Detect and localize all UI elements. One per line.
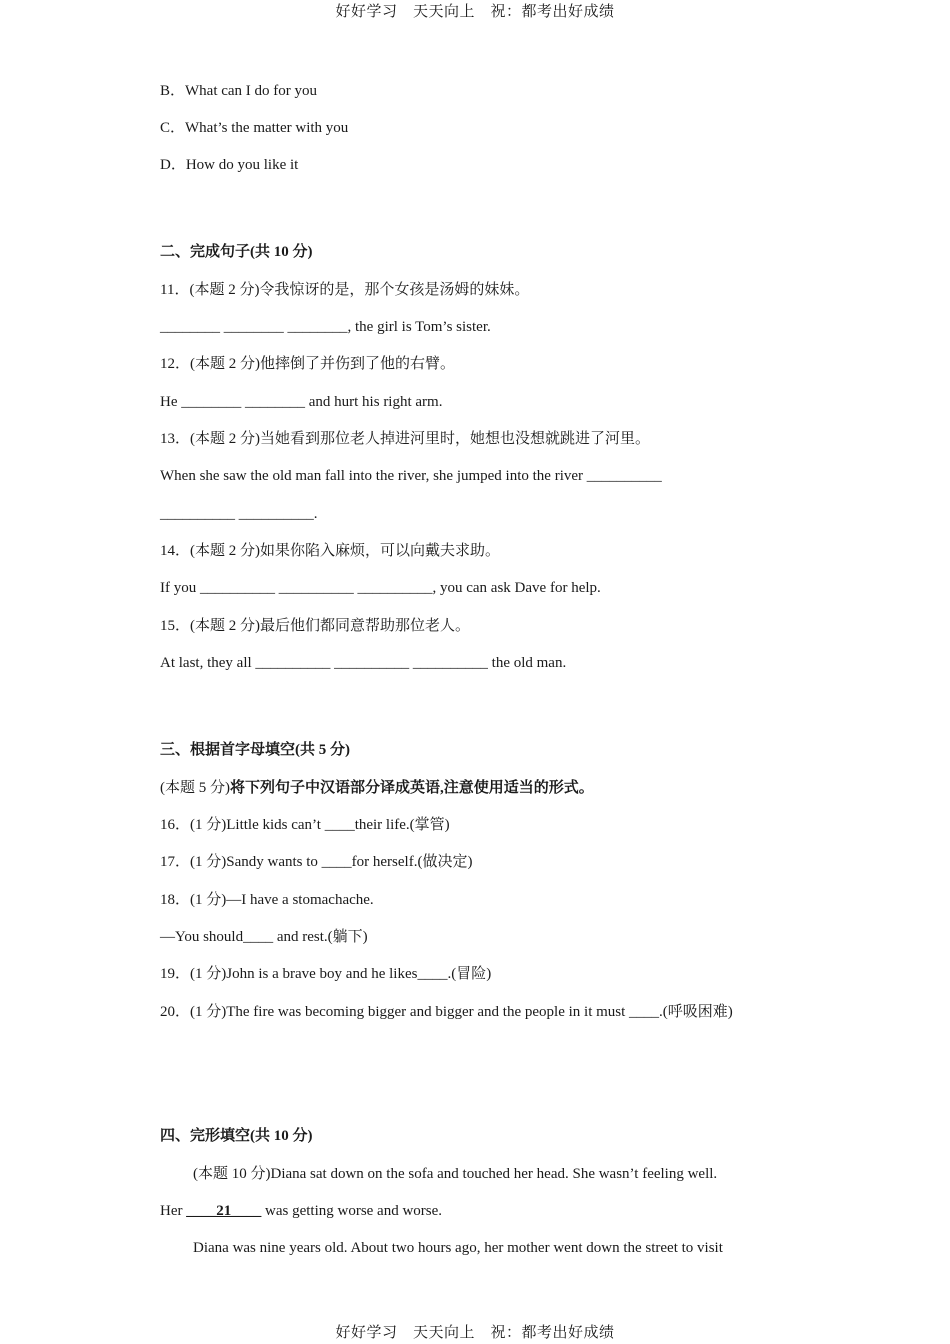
- option-c: C．What’s the matter with you: [160, 120, 349, 136]
- section4-title: 四、完形填空(共 10 分): [160, 1128, 313, 1144]
- q15-answer: At last, they all __________ __________ __________ the old man.: [160, 655, 567, 671]
- page-footer: 好好学习 天天向上 祝：都考出好成绩: [335, 1325, 615, 1341]
- q11-answer: ________ ________ ________, the girl is Tom’s sister.: [160, 319, 491, 335]
- cloze-blank-21: ____21____: [186, 1203, 262, 1219]
- q14-prompt: 14．(本题 2 分)如果你陷入麻烦，可以向戴夫求助。: [160, 543, 500, 559]
- q17: 17．(1 分)Sandy wants to ____for herself.(做决定): [160, 854, 473, 870]
- option-b: B．What can I do for you: [160, 83, 318, 99]
- q13-answer: When she saw the old man fall into the river, she jumped into the river __________: [160, 468, 662, 484]
- q12-answer: He ________ ________ and hurt his right arm.: [160, 394, 443, 410]
- q19: 19．(1 分)John is a brave boy and he likes____.(冒险): [160, 966, 492, 982]
- q15-prompt: 15．(本题 2 分)最后他们都同意帮助那位老人。: [160, 618, 470, 634]
- cloze-text: Her: [160, 1203, 187, 1219]
- q13-answer-cont: __________ __________.: [160, 506, 318, 522]
- cloze-text: was getting worse and worse.: [261, 1203, 443, 1219]
- cloze-paragraph-1: (本题 10 分)Diana sat down on the sofa and touched her head. She wasn’t feeling well.: [193, 1166, 718, 1182]
- cloze-paragraph-2: Diana was nine years old. About two hours ago, her mother went down the street to visit: [193, 1240, 723, 1256]
- q11-prompt: 11．(本题 2 分)令我惊讶的是，那个女孩是汤姆的妹妹。: [160, 282, 530, 298]
- section3-title: 三、根据首字母填空(共 5 分): [160, 742, 350, 758]
- q18-response: —You should____ and rest.(躺下): [160, 929, 368, 945]
- q20: 20．(1 分)The fire was becoming bigger and bigger and the people in it must ____.(呼吸困难): [160, 1004, 733, 1020]
- instruction-prefix: (本题 5 分): [160, 780, 230, 796]
- section3-instruction: [160, 778, 594, 798]
- option-d: D．How do you like it: [160, 157, 299, 173]
- q13-prompt: 13．(本题 2 分)当她看到那位老人掉进河里时，她想也没想就跳进了河里。: [160, 431, 650, 447]
- q14-answer: If you __________ __________ __________, you can ask Dave for help.: [160, 580, 601, 596]
- cloze-paragraph-1-cont: [160, 1201, 442, 1221]
- page-header: 好好学习 天天向上 祝：都考出好成绩: [335, 4, 615, 20]
- q18: 18．(1 分)—I have a stomachache.: [160, 892, 374, 908]
- section2-title: 二、完成句子(共 10 分): [160, 244, 313, 260]
- instruction-text: 将下列句子中汉语部分译成英语,注意使用适当的形式。: [230, 780, 594, 796]
- q12-prompt: 12．(本题 2 分)他摔倒了并伤到了他的右臂。: [160, 356, 455, 372]
- q16: 16．(1 分)Little kids can’t ____their life.(掌管): [160, 817, 450, 833]
